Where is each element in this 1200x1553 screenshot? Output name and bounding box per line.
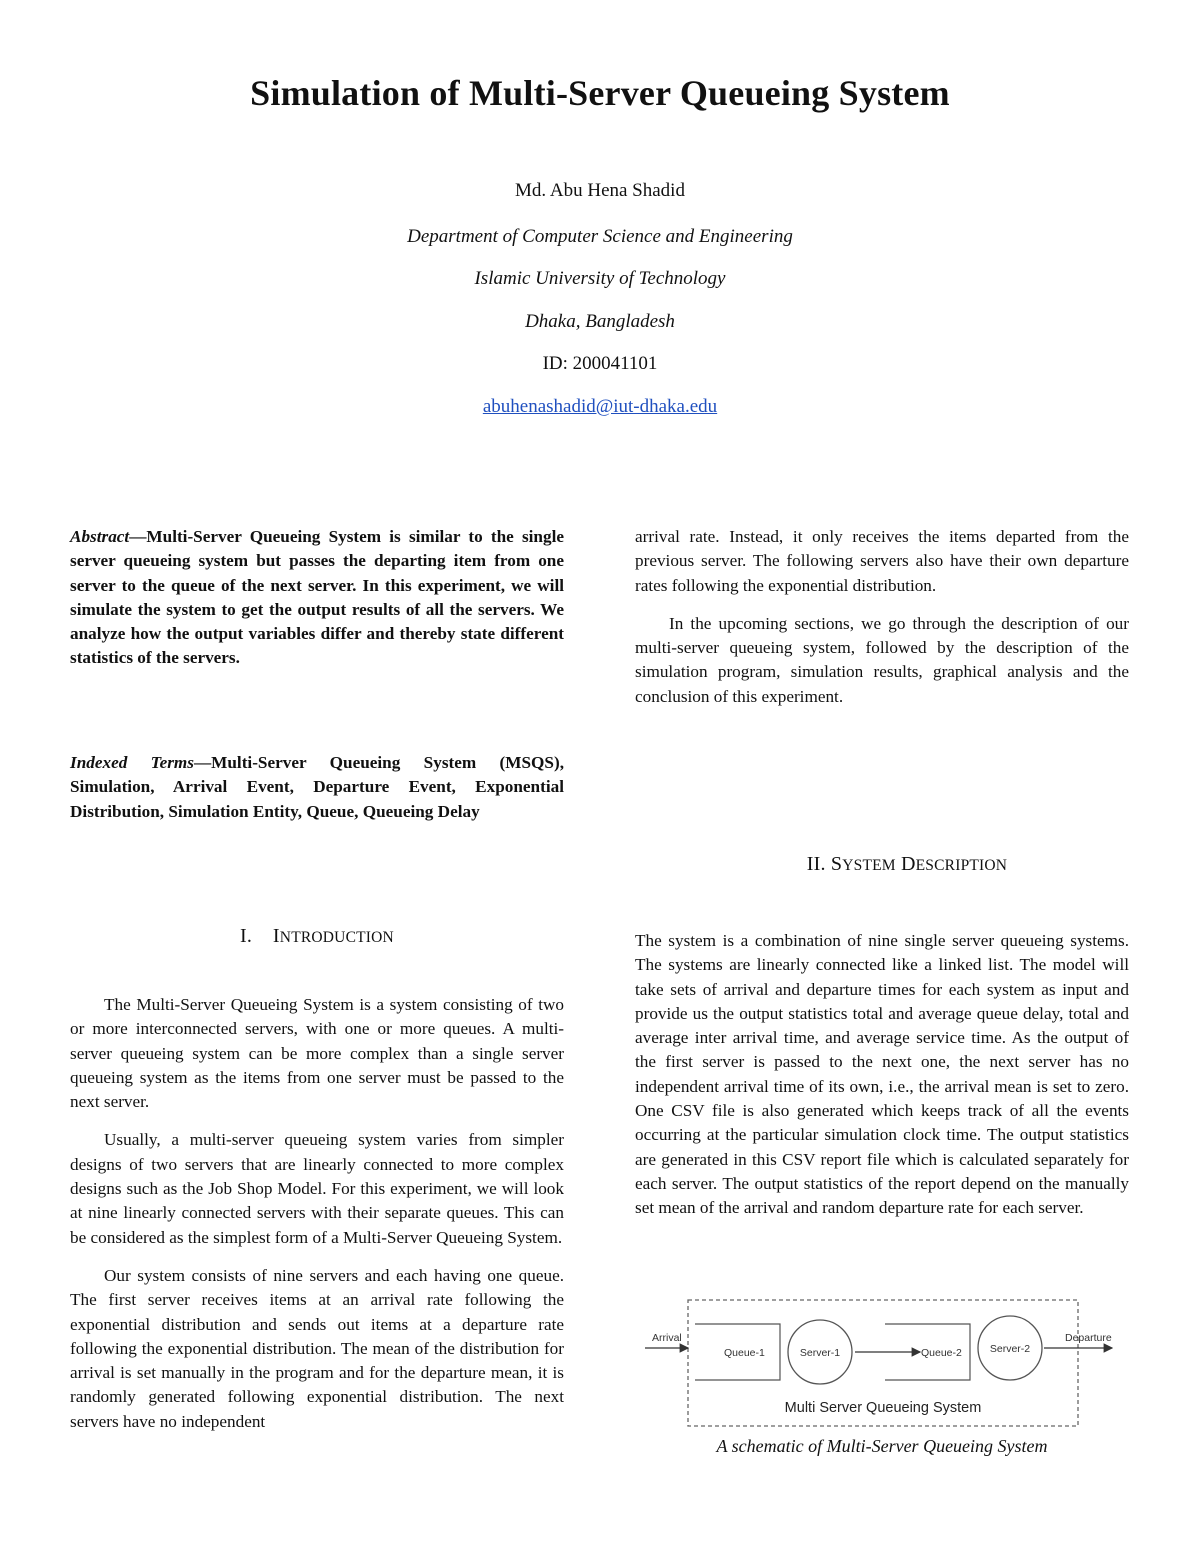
system-label: Multi Server Queueing System xyxy=(784,1400,982,1416)
section-title-word2-rest: ESCRIPTION xyxy=(915,857,1008,874)
author-id: ID: 200041101 xyxy=(542,353,658,374)
figure-caption: A schematic of Multi-Server Queueing System xyxy=(716,1436,1048,1456)
introduction-continuation xyxy=(635,525,1129,709)
indexed-terms-label: Indexed Terms xyxy=(70,753,194,772)
introduction-body xyxy=(70,993,564,1434)
arrival-label: Arrival xyxy=(652,1332,682,1344)
author-university: Islamic University of Technology xyxy=(474,268,726,289)
author-email-link[interactable]: abuhenashadid@iut-dhaka.edu xyxy=(482,396,718,417)
server-1-label: Server-1 xyxy=(799,1347,841,1359)
abstract-label: Abstract xyxy=(70,527,130,546)
indexed-terms xyxy=(70,751,564,824)
section-heading-introduction xyxy=(70,925,564,948)
section-title-first-letter: I xyxy=(272,925,280,947)
indexed-terms-text: Multi-Server Queueing System (MSQS), Simulation, Arrival Event, Departure Event, Exponential Distribution, Simulation Entity, Queue, Queueing Delay xyxy=(70,753,564,821)
section-title-word2-first: D xyxy=(900,853,916,875)
queue-2-label: Queue-2 xyxy=(921,1347,962,1359)
server-2-label: Server-2 xyxy=(989,1343,1031,1355)
indexed-terms-dash: — xyxy=(193,753,212,772)
intro-continuation-2: In the upcoming sections, we go through the description of our multi-server queueing system, followed by the description of the simulation program, simulation results, graphical analysis and the conclusion of this experiment. xyxy=(635,613,1129,706)
abstract-paragraph xyxy=(70,525,564,671)
section-number: I. xyxy=(240,925,253,947)
intro-continuation-1: arrival rate. Instead, it only receives the items departed from the previous server. The following servers also have their own departure rates following the exponential distribution. xyxy=(635,527,1129,595)
paper-title: Simulation of Multi-Server Queueing System xyxy=(250,73,950,113)
departure-label: Departure xyxy=(1065,1332,1112,1344)
author-department: Department of Computer Science and Engineering xyxy=(407,226,793,247)
intro-paragraph-2: Usually, a multi-server queueing system varies from simpler designs of two servers that are linearly connected to more complex designs such as the Job Shop Model. For this experiment, we will look at nine linearly connected servers with their separate queues. This can be considered as the simplest form of a Multi-Server Queueing System. xyxy=(70,1130,564,1247)
abstract-dash: — xyxy=(129,527,147,546)
system-schematic-figure xyxy=(640,1296,1120,1431)
author-email-line xyxy=(0,396,1200,418)
indexed-terms-paragraph xyxy=(70,751,564,824)
author-location: Dhaka, Bangladesh xyxy=(525,311,675,332)
section-title-word1-first: S xyxy=(830,853,843,875)
section-title-rest: NTRODUCTION xyxy=(279,929,394,946)
abstract-text: Multi-Server Queueing System is similar to the single server queueing system but passes the departing item from one server to the queue of the next server. In this experiment, we will simulate the system to get the output results of all the servers. We analyze how the output variables differ and thereby state different statistics of the servers. xyxy=(70,527,564,668)
abstract xyxy=(70,525,564,671)
system-description-paragraph: The system is a combination of nine single server queueing systems. The systems are linearly connected like a linked list. The model will take sets of arrival and departure times for each system as input and provide us the output statistics total and average queue delay, total and average inter arrival time, and average service time. As the output of the first server is passed to the next one, the next server has no independent arrival time of its own, i.e., the arrival mean is set to zero. One CSV file is also generated which keeps track of all the events occurring at the particular simulation clock time. The output statistics are generated in this CSV report file which is calculated separately for each server. The output statistics of the report depend on the manually set mean of the arrival and random departure rate for each server. xyxy=(635,931,1129,1218)
section-number: II. xyxy=(806,853,826,875)
section-title-word1-rest: YSTEM xyxy=(842,857,896,874)
intro-paragraph-1: The Multi-Server Queueing System is a system consisting of two or more interconnected servers, with one or more queues. A multi-server queueing system can be more complex than a single server queueing system as the items from one server must be passed to the next server. xyxy=(70,995,564,1112)
system-description-body xyxy=(635,929,1129,1221)
intro-paragraph-3: Our system consists of nine servers and each having one queue. The first server receives items at an arrival rate following the exponential distribution and sends out items at a departure rate following the exponential distribution. The mean of the distribution for arrival is set manually in the program and for the departure mean, it is randomly generated following exponential distribution. The next servers have no independent xyxy=(70,1265,564,1431)
section-heading-system-description xyxy=(660,853,1154,876)
author-name: Md. Abu Hena Shadid xyxy=(515,180,685,201)
queue-1-label: Queue-1 xyxy=(724,1347,765,1359)
